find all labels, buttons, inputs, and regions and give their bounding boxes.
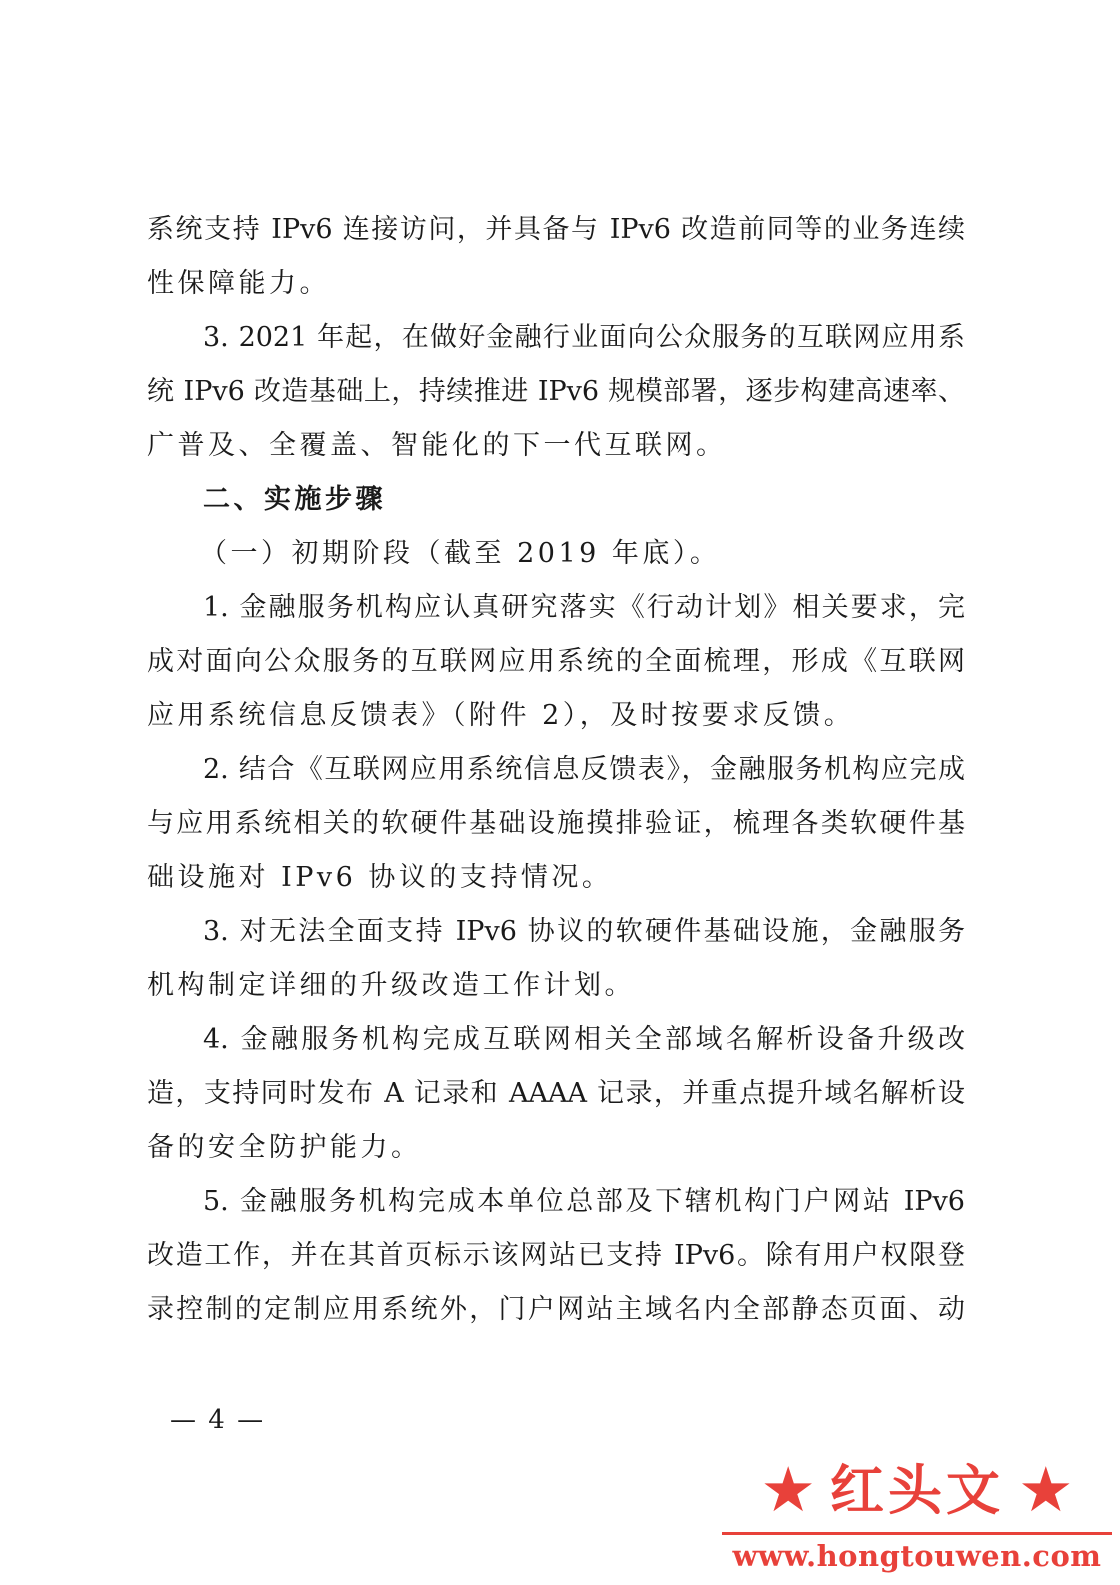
star-icon: ★ [1018, 1453, 1074, 1526]
body-line: 系统支持 IPv6 连接访问，并具备与 IPv6 改造前同等的业务连续 [147, 214, 965, 245]
star-icon: ★ [760, 1453, 816, 1526]
watermark-divider [722, 1532, 1112, 1535]
body-line: 3. 2021 年起，在做好金融行业面向公众服务的互联网应用系 [203, 322, 965, 353]
body-line: 造，支持同时发布 A 记录和 AAAA 记录，并重点提升域名解析设 [147, 1078, 965, 1109]
body-line: 与应用系统相关的软硬件基础设施摸排验证，梳理各类软硬件基 [147, 808, 965, 839]
watermark-text: 红头文 [830, 1458, 1004, 1522]
subsection-heading: （一）初期阶段（截至 2019 年底）。 [200, 538, 721, 569]
watermark [722, 1450, 1112, 1580]
body-line: 备的安全防护能力。 [147, 1132, 422, 1163]
page-number: — 4 — [170, 1405, 266, 1435]
body-line: 录控制的定制应用系统外，门户网站主域名内全部静态页面、动 [147, 1294, 965, 1325]
watermark-title [722, 1450, 1112, 1530]
body-line: 广普及、全覆盖、智能化的下一代互联网。 [147, 430, 727, 461]
body-line: 机构制定详细的升级改造工作计划。 [147, 970, 635, 1001]
watermark-url: www.hongtouwen.com [732, 1539, 1102, 1573]
body-line: 2. 结合《互联网应用系统信息反馈表》，金融服务机构应完成 [203, 754, 965, 785]
body-line: 1. 金融服务机构应认真研究落实《行动计划》相关要求，完 [203, 592, 965, 623]
body-line: 4. 金融服务机构完成互联网相关全部域名解析设备升级改 [203, 1024, 965, 1055]
body-line: 改造工作，并在其首页标示该网站已支持 IPv6。除有用户权限登 [147, 1240, 965, 1271]
body-line: 5. 金融服务机构完成本单位总部及下辖机构门户网站 IPv6 [203, 1186, 965, 1217]
body-line: 础设施对 IPv6 协议的支持情况。 [147, 862, 613, 893]
body-line: 3. 对无法全面支持 IPv6 协议的软硬件基础设施，金融服务 [203, 916, 965, 947]
body-line: 统 IPv6 改造基础上，持续推进 IPv6 规模部署，逐步构建高速率、 [147, 376, 965, 407]
body-line: 应用系统信息反馈表》（附件 2），及时按要求反馈。 [147, 700, 855, 731]
section-heading: 二、实施步骤 [203, 484, 386, 515]
body-line: 成对面向公众服务的互联网应用系统的全面梳理，形成《互联网 [147, 646, 965, 677]
body-line: 性保障能力。 [147, 268, 330, 299]
